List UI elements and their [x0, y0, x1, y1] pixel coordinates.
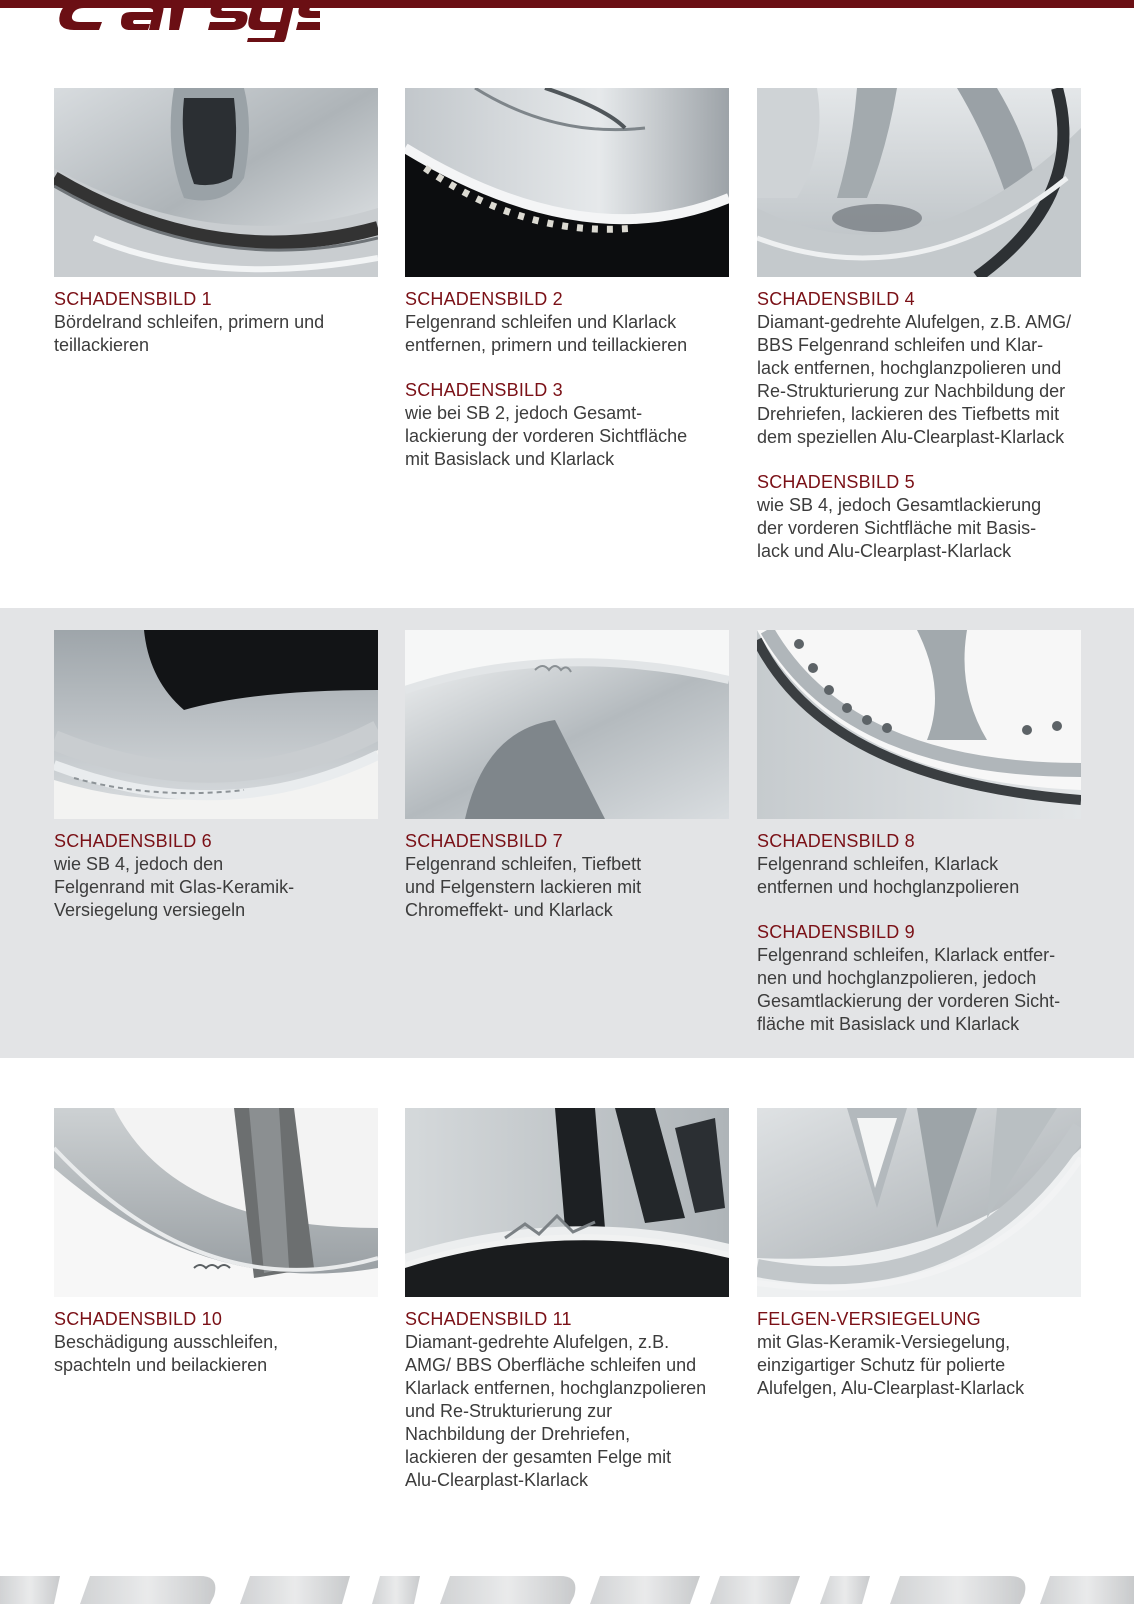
- carsys-logo-icon: [50, 0, 320, 42]
- damage-description: Beschädigung ausschleifen, spachteln und beilackieren: [54, 1332, 279, 1375]
- row-2: [0, 608, 1134, 1058]
- damage-card-6: [54, 630, 378, 922]
- wheel-rim-damage-photo-icon: [405, 630, 729, 819]
- damage-title: SCHADENSBILD 2: [405, 289, 563, 309]
- damage-entry: [405, 1308, 729, 1492]
- damage-entry: [405, 288, 729, 357]
- damage-title: SCHADENSBILD 8: [757, 831, 915, 851]
- card-rim-sealing: [757, 1108, 1081, 1400]
- wheel-rim-photo-icon: [757, 1108, 1081, 1297]
- wheel-rim-damage-photo-icon: [405, 1108, 729, 1297]
- wheel-rim-damage-photo-icon: [757, 630, 1081, 819]
- damage-card-1: [54, 88, 378, 357]
- damage-card-7: [405, 630, 729, 922]
- damage-entry: [405, 830, 729, 922]
- damage-entry: [757, 830, 1081, 899]
- wheel-rim-photo-1: [54, 88, 378, 277]
- carsys-logo: [50, 0, 320, 42]
- wheel-rim-photo-8: [757, 630, 1081, 819]
- damage-description: Felgenrand schleifen und Klarlack entfernen, primern und teillackieren: [405, 312, 688, 355]
- damage-card-3: [757, 88, 1081, 563]
- wheel-rim-photo-7: [405, 630, 729, 819]
- row-1: [0, 88, 1134, 608]
- damage-description: Felgenrand schleifen, Klarlack entfer- nen und hochglanzpolieren, jedoch Gesamtlackierung der vorderen Sicht- fläche mit Basislack und Klarlack: [757, 945, 1061, 1034]
- damage-title: SCHADENSBILD 10: [54, 1309, 223, 1329]
- damage-description: mit Glas-Keramik-Versiegelung, einzigartiger Schutz für polierte Alufelgen, Alu-Clearplast-Klarlack: [757, 1332, 1025, 1398]
- damage-description: Bördelrand schleifen, primern und teillackieren: [54, 312, 325, 355]
- damage-title: SCHADENSBILD 1: [54, 289, 212, 309]
- damage-entry: [757, 1308, 1081, 1400]
- damage-card-2: [405, 88, 729, 471]
- wheel-rim-photo-sealing: [757, 1108, 1081, 1297]
- damage-title: SCHADENSBILD 3: [405, 380, 563, 400]
- damage-description: wie bei SB 2, jedoch Gesamt- lackierung der vorderen Sichtfläche mit Basislack und Klarlack: [405, 403, 688, 469]
- wheel-rim-photo-6: [54, 630, 378, 819]
- wheel-rim-photo-3: [757, 88, 1081, 277]
- damage-description: wie SB 4, jedoch Gesamtlackierung der vorderen Sichtfläche mit Basis- lack und Alu-Clearplast-Klarlack: [757, 495, 1042, 561]
- damage-card-10: [54, 1108, 378, 1377]
- wheel-rim-damage-photo-icon: [54, 88, 378, 277]
- damage-title: SCHADENSBILD 4: [757, 289, 915, 309]
- damage-entry: [405, 379, 729, 471]
- wheel-rim-photo-2: [405, 88, 729, 277]
- damage-entry: [757, 288, 1081, 449]
- wheel-rim-damage-photo-icon: [54, 630, 378, 819]
- damage-entry: [54, 830, 378, 922]
- damage-entry: [54, 288, 378, 357]
- wheel-rim-damage-photo-icon: [757, 88, 1081, 277]
- damage-entry: [757, 471, 1081, 563]
- brushed-metal-lettering-icon: [0, 1562, 1134, 1604]
- damage-card-8: [757, 630, 1081, 1036]
- row-3: [0, 1058, 1134, 1528]
- wheel-rim-photo-11: [405, 1108, 729, 1297]
- damage-description: Felgenrand schleifen, Tiefbett und Felgenstern lackieren mit Chromeffekt- und Klarlack: [405, 854, 642, 920]
- damage-title: SCHADENSBILD 6: [54, 831, 212, 851]
- wheel-rim-photo-10: [54, 1108, 378, 1297]
- wheel-rim-damage-photo-icon: [54, 1108, 378, 1297]
- damage-title: SCHADENSBILD 7: [405, 831, 563, 851]
- damage-card-11: [405, 1108, 729, 1492]
- wheel-rim-damage-photo-icon: [405, 88, 729, 277]
- bottom-brushed-metal-band: [0, 1562, 1134, 1604]
- damage-description: Felgenrand schleifen, Klarlack entfernen und hochglanzpolieren: [757, 854, 1020, 897]
- damage-title: SCHADENSBILD 11: [405, 1309, 572, 1329]
- damage-description: Diamant-gedrehte Alufelgen, z.B. AMG/ BBS Felgenrand schleifen und Klar- lack entfernen, hochglanzpolieren und Re-Strukturierung zur Nachbildung der Drehriefen, lackieren des Tiefbetts mit dem speziellen Alu-Clearplast-Klarlack: [757, 312, 1072, 447]
- damage-entry: [54, 1308, 378, 1377]
- damage-title: SCHADENSBILD 5: [757, 472, 915, 492]
- damage-description: wie SB 4, jedoch den Felgenrand mit Glas-Keramik- Versiegelung versiegeln: [54, 854, 295, 920]
- damage-description: Diamant-gedrehte Alufelgen, z.B. AMG/ BBS Oberfläche schleifen und Klarlack entfernen, hochglanzpolieren und Re-Strukturierung zur Nachbildung der Drehriefen, lackieren der gesamten Felge mit Alu-Clearplast-Klarlack: [405, 1332, 707, 1490]
- damage-title: SCHADENSBILD 9: [757, 922, 915, 942]
- damage-title: FELGEN-VERSIEGELUNG: [757, 1309, 981, 1329]
- damage-entry: [757, 921, 1081, 1036]
